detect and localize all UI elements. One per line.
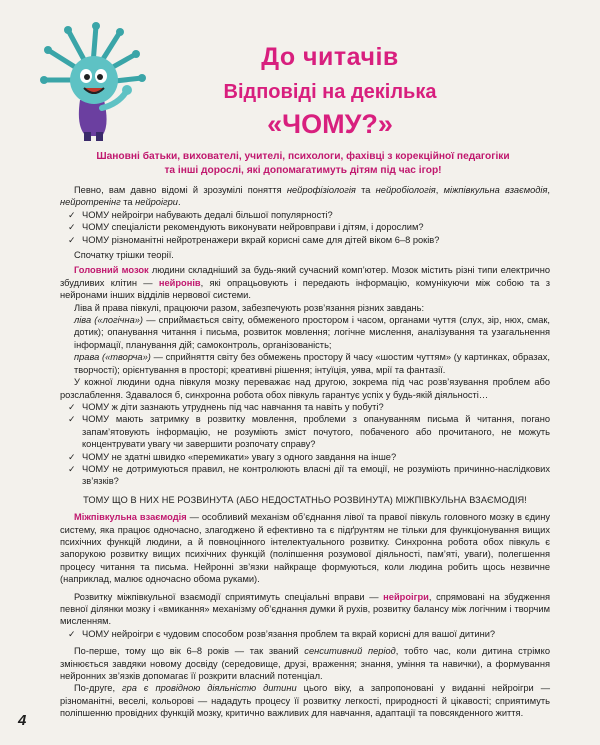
term-neurogames-highlight: нейроігри xyxy=(383,591,429,602)
term-neurobiology: нейробіологія xyxy=(375,185,436,195)
brain-paragraph xyxy=(60,264,550,301)
list-item: ✓ ЧОМУ спеціалісти рекомендують виконувати нейровправи і дітям, і дорослим? xyxy=(68,221,550,233)
right-hemisphere xyxy=(60,351,550,376)
term-sensitive-period: сенситивний період xyxy=(304,646,396,657)
interaction-text: — особливий механізм об’єднання лівої та правої півкуль головного мозку в єдину систему, яка працює одночасно, злагоджено й ефективно та є підґрунтям не тільки для функціонування вищих психічних функцій людини, а й повноцінного інтелектуального розвитку. Синхронна робота обох півкуль є запорукою розвитку вищих психічних функцій (поліпшення розумової діяльності, пам’яті, уваги), полегшення процесу читання та письма. Нейронні зв’язки найкраще формуються, коли людина робить щось незвичне (наприклад, малює одночасно обома руками). xyxy=(60,512,550,585)
term-neurotraining: нейротренінг xyxy=(60,197,121,208)
list-item: ✓ ЧОМУ мають затримку в розвитку мовлення, проблеми з опануванням письма й читання, погано запам’ятовують інформацію, не розуміють зміст почутого, побаченого або прочитаного, не можуть концентрувати увагу чи завершити розпочату справу? xyxy=(68,413,550,450)
left-hemisphere xyxy=(60,314,550,351)
right-hemisphere-text: — сприйняття світу без обмежень простору й часу «шостим чуттям» (у картинках, образах, творчості); орієнтування в просторі; креативні рішення; інтуїція, уява, мрії та фантазії. xyxy=(74,352,550,375)
intro-text: , xyxy=(547,185,550,195)
dominance-paragraph: У кожної людини одна півкуля мозку переважає над другою, зокрема під час розв’язування проблем або розслаблення. Здавалося б, синхронна робота обох півкуль гарантує успіх у будь-якій діяльності… xyxy=(60,377,550,400)
page-title: До читачів xyxy=(261,43,399,71)
games-text: Розвитку міжпівкульної взаємодії сприятимуть спеціальні вправи — xyxy=(74,591,384,602)
interaction-paragraph xyxy=(60,511,550,585)
first-reason-paragraph xyxy=(60,645,550,682)
theory-line: Спочатку трішки теорії. xyxy=(74,250,174,261)
body-text xyxy=(60,184,550,720)
brain-text: людини складніший за будь-який сучасний комп’ютер. Мозок містить різні типи електрично збудливих клітин — xyxy=(60,265,551,288)
first-text: , тобто час, коли дитина стрімко змінюється завдяки новому досвіду (середовище, друзі, враження; знання, уміння та навички), а формування нейронних зв’язків допомагає її розкрити власний потенціал. xyxy=(60,646,550,682)
intro-paragraph xyxy=(60,184,550,209)
term-neurophysiology: нейрофізіологія xyxy=(286,185,356,195)
page-number: 4 xyxy=(18,712,27,729)
right-hemisphere-label: права («творча») xyxy=(74,352,151,363)
term-interhemispheric-interaction: Міжпівкульна взаємодія xyxy=(74,512,187,523)
intro-text: , xyxy=(435,185,444,195)
term-interhemispheric: міжпівкульна взаємодія xyxy=(443,185,548,195)
intro-text: . xyxy=(177,197,181,208)
second-text: По-друге, xyxy=(74,683,123,694)
title-block xyxy=(150,42,510,140)
questions-list-1 xyxy=(60,209,550,246)
list-item: ✓ ЧОМУ нейроігри є чудовим способом розв’язання проблем та вкрай корисні для вашої дитини? xyxy=(68,628,550,640)
list-item: ✓ ЧОМУ не здатні швидко «перемикати» увагу з одного завдання на інше? xyxy=(68,451,550,463)
intro-text: Певно, вам давно відомі й зрозумілі поняття xyxy=(74,185,287,195)
page-subtitle-whys: «ЧОМУ?» xyxy=(267,109,393,139)
term-neurons: нейронів xyxy=(158,277,201,288)
list-item: ✓ ЧОМУ нейроігри набувають дедалі більшої популярності? xyxy=(68,209,550,221)
list-item: ✓ ЧОМУ ж діти зазнають утруднень під час навчання та навіть у побуті? xyxy=(68,401,550,413)
intro-text: та xyxy=(355,185,376,195)
questions-list-2 xyxy=(60,401,550,488)
games-text: , спрямовані на збудження певної ділянки мозку і «вмикання» механізму об’єднання думки й рухів, розвитку балансу між логічним і творчим мисленням. xyxy=(60,591,550,627)
games-paragraph xyxy=(60,591,550,628)
term-brain: Головний мозок xyxy=(74,265,149,276)
section-heading: ТОМУ ЩО В НИХ НЕ РОЗВИНУТА (АБО НЕДОСТАТНЬО РОЗВИНУТА) МІЖПІВКУЛЬНА ВЗАЄМОДІЯ! xyxy=(83,494,527,505)
greeting xyxy=(60,150,546,178)
neuron-mascot-illustration xyxy=(38,22,150,142)
brain-text: , які опрацьовують і передають інформацію, комунікуючи між собою та з нейронами інших відділів нервової системи. xyxy=(60,277,550,301)
left-hemisphere-text: — сприймається світу, обмеженого простором і часом, органами чуття (слух, зір, нюх, смак, дотик); опанування читання і письма, розвиток мовлення; логічне мислення, аналізування та узагальнення інформації, планування дій; самоконтроль, організованість; xyxy=(74,315,551,350)
first-text: По-перше, тому що вік 6–8 років — так званий xyxy=(74,646,305,657)
second-text: цього віку, а запропоновані у виданні нейроігри — різноманітні, веселі, кольорові — нададуть процесу її розвитку легкості, природності й цікавості; сприятимуть поліпшенню провідних функцій мозку, критично важливих для навчання, адаптації та повсякденного життя. xyxy=(60,683,550,719)
questions-list-3 xyxy=(60,628,550,640)
list-item: ✓ ЧОМУ різноманітні нейротренажери вкрай корисні саме для дітей віком 6–8 років? xyxy=(68,234,550,246)
term-leading-activity: гра є провідною діяльністю дитини xyxy=(122,683,297,694)
page-subtitle: Відповіді на декілька xyxy=(223,81,437,103)
hemispheres-intro: Ліва й права півкулі, працюючи разом, забезпечують розв’язання різних завдань: xyxy=(74,302,425,313)
intro-text: та xyxy=(120,197,136,208)
greeting-line-2: та інші дорослі, які допомагатимуть дітям під час ігор! xyxy=(164,165,442,176)
left-hemisphere-label: ліва («логічна») xyxy=(74,315,144,326)
second-reason-paragraph xyxy=(60,682,550,719)
greeting-line-1: Шановні батьки, вихователі, учителі, психологи, фахівці з корекційної педагогіки xyxy=(96,151,510,162)
list-item: ✓ ЧОМУ не дотримуються правил, не контролюють власні дії та емоції, не розуміють причинно-наслідкових зв’язків? xyxy=(68,463,550,488)
term-neurogames: нейроігри xyxy=(135,197,178,208)
